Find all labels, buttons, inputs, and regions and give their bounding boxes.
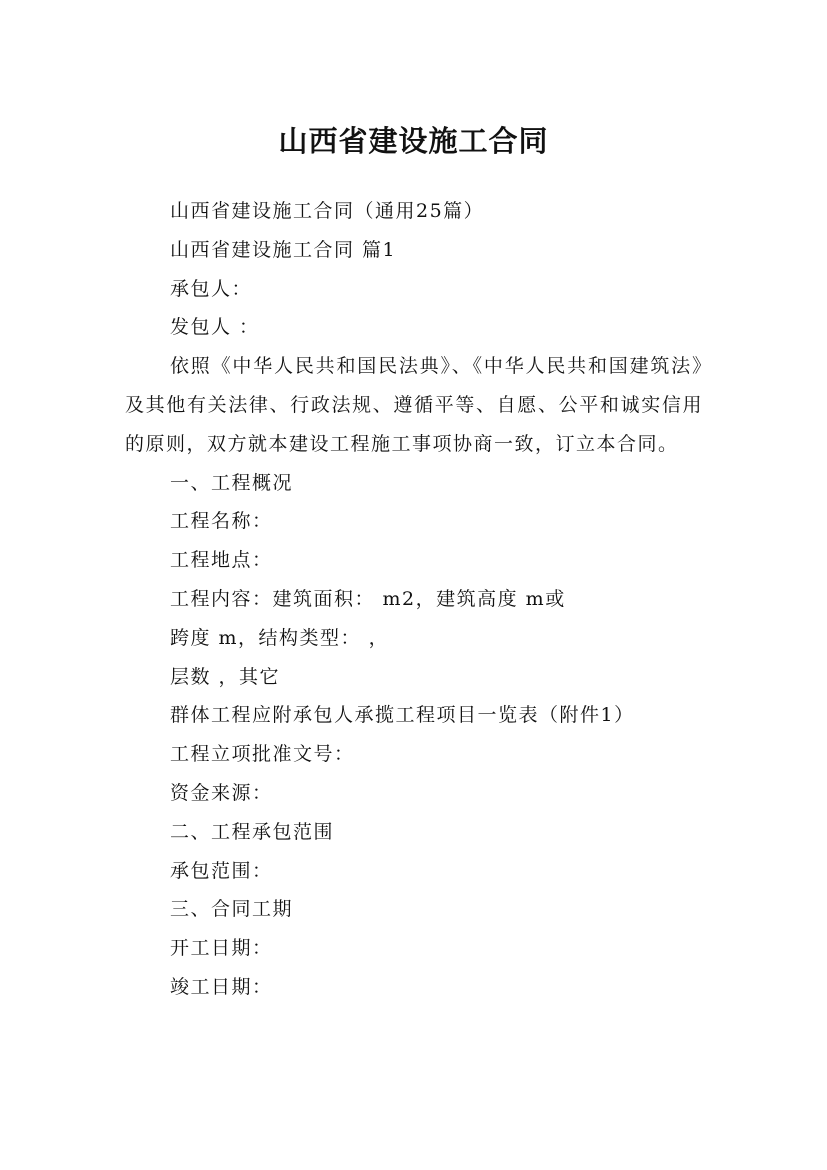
paragraph-group-project-attachment: 群体工程应附承包人承揽工程项目一览表（附件1） — [170, 704, 635, 727]
paragraph-contract-scope: 承包范围： — [170, 859, 273, 882]
paragraph-span-structure: 跨度 m，结构类型： ， — [170, 626, 390, 649]
paragraph-employer: 发包人 ： — [170, 316, 260, 339]
paragraph-project-content: 工程内容：建筑面积： m2，建筑高度 m或 — [170, 587, 566, 610]
section-heading-contract-period: 三、合同工期 — [170, 898, 294, 921]
paragraph-collection-title: 山西省建设施工合同（通用25篇） — [170, 200, 485, 222]
document-body — [125, 192, 703, 1007]
paragraph-contract-heading: 山西省建设施工合同 篇1 — [170, 238, 397, 261]
paragraph-project-location: 工程地点： — [170, 549, 273, 572]
paragraph-start-date: 开工日期： — [170, 937, 273, 960]
paragraph-contractor: 承包人： — [170, 277, 253, 300]
paragraph-approval-number: 工程立项批准文号： — [170, 743, 355, 766]
paragraph-floors: 层数 ，其它 — [170, 665, 281, 688]
paragraph-funding-source: 资金来源： — [170, 781, 273, 804]
paragraph-project-name: 工程名称： — [170, 510, 273, 533]
document-title: 山西省建设施工合同 — [278, 124, 549, 159]
paragraph-completion-date: 竣工日期： — [170, 975, 273, 998]
section-heading-project-overview: 一、工程概况 — [170, 471, 294, 494]
section-heading-contract-scope: 二、工程承包范围 — [170, 820, 335, 843]
paragraph-legal-basis: 依照《中华人民共和国民法典》、《中华人民共和国建筑法》及其他有关法律、行政法规、遵循平等、自愿、公平和诚实信用的原则，双方就本建设工程施工事项协商一致，订立本合同。 — [125, 355, 703, 455]
